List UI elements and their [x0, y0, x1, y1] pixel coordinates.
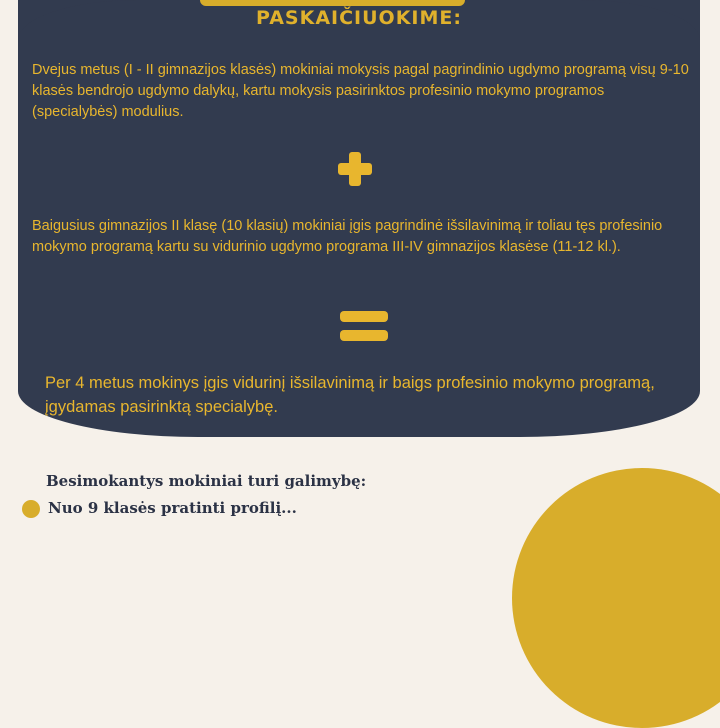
paragraph-second-stage: Baigusius gimnazijos II klasę (10 klasių) mokiniai įgis pagrindinė išsilavinimą ir toliau tęs profesinio mokymo programą kartu su vidurinio ugdymo programa III-IV gimnazijos klasėse (11-12 kl.).	[32, 218, 663, 255]
result-text: Per 4 metus mokinys įgis vidurinį išsilavinimą ir baigs profesinio mokymo programą, įgydamas pasirinktą specialybę.	[45, 374, 655, 416]
info-panel	[18, 0, 700, 437]
section-subheading: Besimokantys mokiniai turi galimybę:	[46, 472, 367, 490]
equals-icon	[340, 311, 388, 341]
paragraph-first-stage: Dvejus metus (I - II gimnazijos klasės) mokiniai mokysis pagal pagrindinio ugdymo programą visų 9-10 klasės bendrojo ugdymo dalykų, kartu mokysis pasirinktos profesinio mokymo programos (specialybės) modulius.	[32, 62, 689, 120]
list-item: Nuo 9 klasės pratinti profilį...	[48, 499, 297, 517]
title-accent-bar	[200, 0, 465, 6]
plus-icon	[338, 152, 372, 186]
decorative-circle	[512, 468, 720, 728]
page-title: PASKAIČIUOKIME:	[256, 7, 462, 29]
bullet-icon	[22, 500, 40, 518]
